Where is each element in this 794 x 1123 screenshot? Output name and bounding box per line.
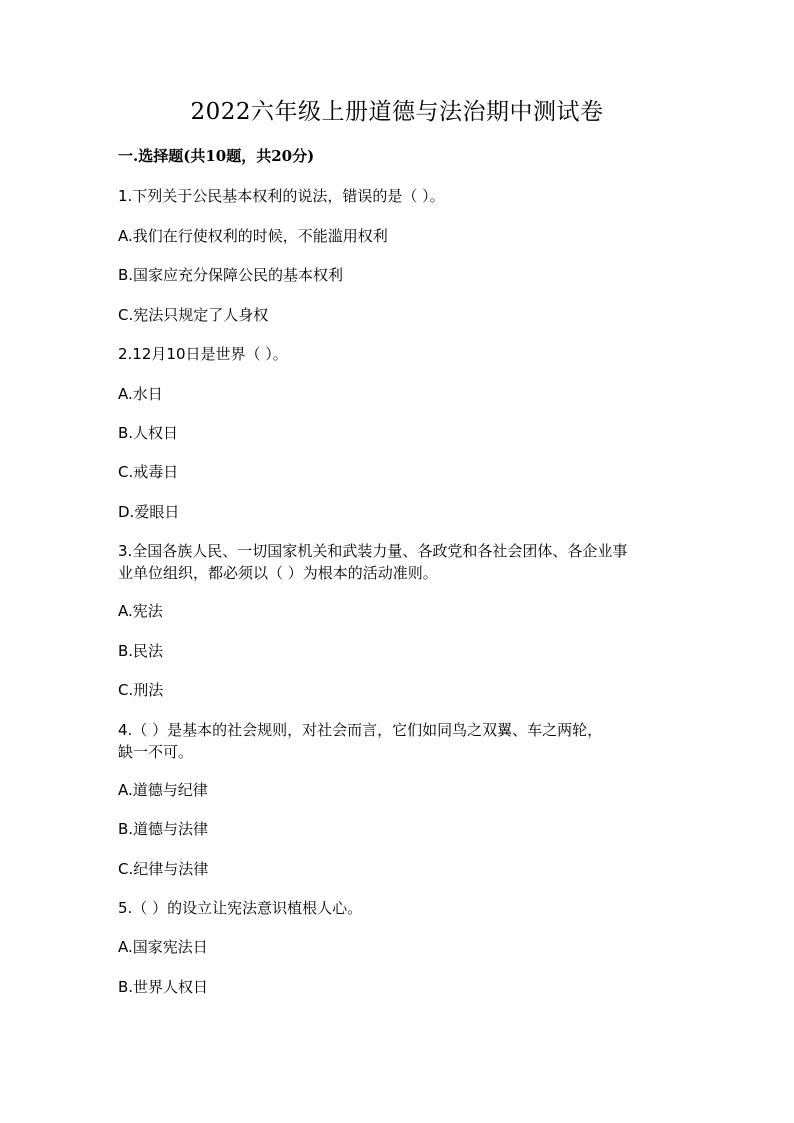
question-3-option-c: C.刑法 xyxy=(118,681,164,699)
question-1-stem: 1.下列关于公民基本权利的说法，错误的是（ ）。 xyxy=(118,187,445,205)
question-5-option-b: B.世界人权日 xyxy=(118,978,209,996)
question-4-option-c: C.纪律与法律 xyxy=(118,860,209,878)
question-4-stem-line-1: 4.（ ）是基本的社会规则，对社会而言，它们如同鸟之双翼、车之两轮， xyxy=(118,721,603,739)
question-3-option-a: A.宪法 xyxy=(118,602,163,620)
question-5-stem: 5.（ ）的设立让宪法意识植根人心。 xyxy=(118,899,363,917)
section-heading: 一.选择题(共10题，共20分) xyxy=(118,147,315,165)
question-3-stem-line-1: 3.全国各族人民、一切国家机关和武装力量、各政党和各社会团体、各企业事 xyxy=(118,542,628,560)
question-2-option-c: C.戒毒日 xyxy=(118,463,179,481)
question-5-option-a: A.国家宪法日 xyxy=(118,938,208,956)
question-3-option-b: B.民法 xyxy=(118,642,164,660)
question-2-option-d: D.爱眼日 xyxy=(118,503,180,521)
question-4-option-b: B.道德与法律 xyxy=(118,820,209,838)
question-4-stem-line-2: 缺一不可。 xyxy=(118,743,194,761)
question-2-option-b: B.人权日 xyxy=(118,424,179,442)
question-3-stem-line-2: 业单位组织，都必须以（ ）为根本的活动准则。 xyxy=(118,564,438,582)
question-1-option-b: B.国家应充分保障公民的基本权利 xyxy=(118,266,344,284)
question-1-option-a: A.我们在行使权利的时候，不能滥用权利 xyxy=(118,227,388,245)
question-2-option-a: A.水日 xyxy=(118,385,163,403)
page-title: 2022六年级上册道德与法治期中测试卷 xyxy=(190,99,604,125)
question-1-option-c: C.宪法只规定了人身权 xyxy=(118,306,269,324)
question-2-stem: 2.12月10日是世界（ ）。 xyxy=(118,345,288,363)
question-4-option-a: A.道德与纪律 xyxy=(118,781,208,799)
